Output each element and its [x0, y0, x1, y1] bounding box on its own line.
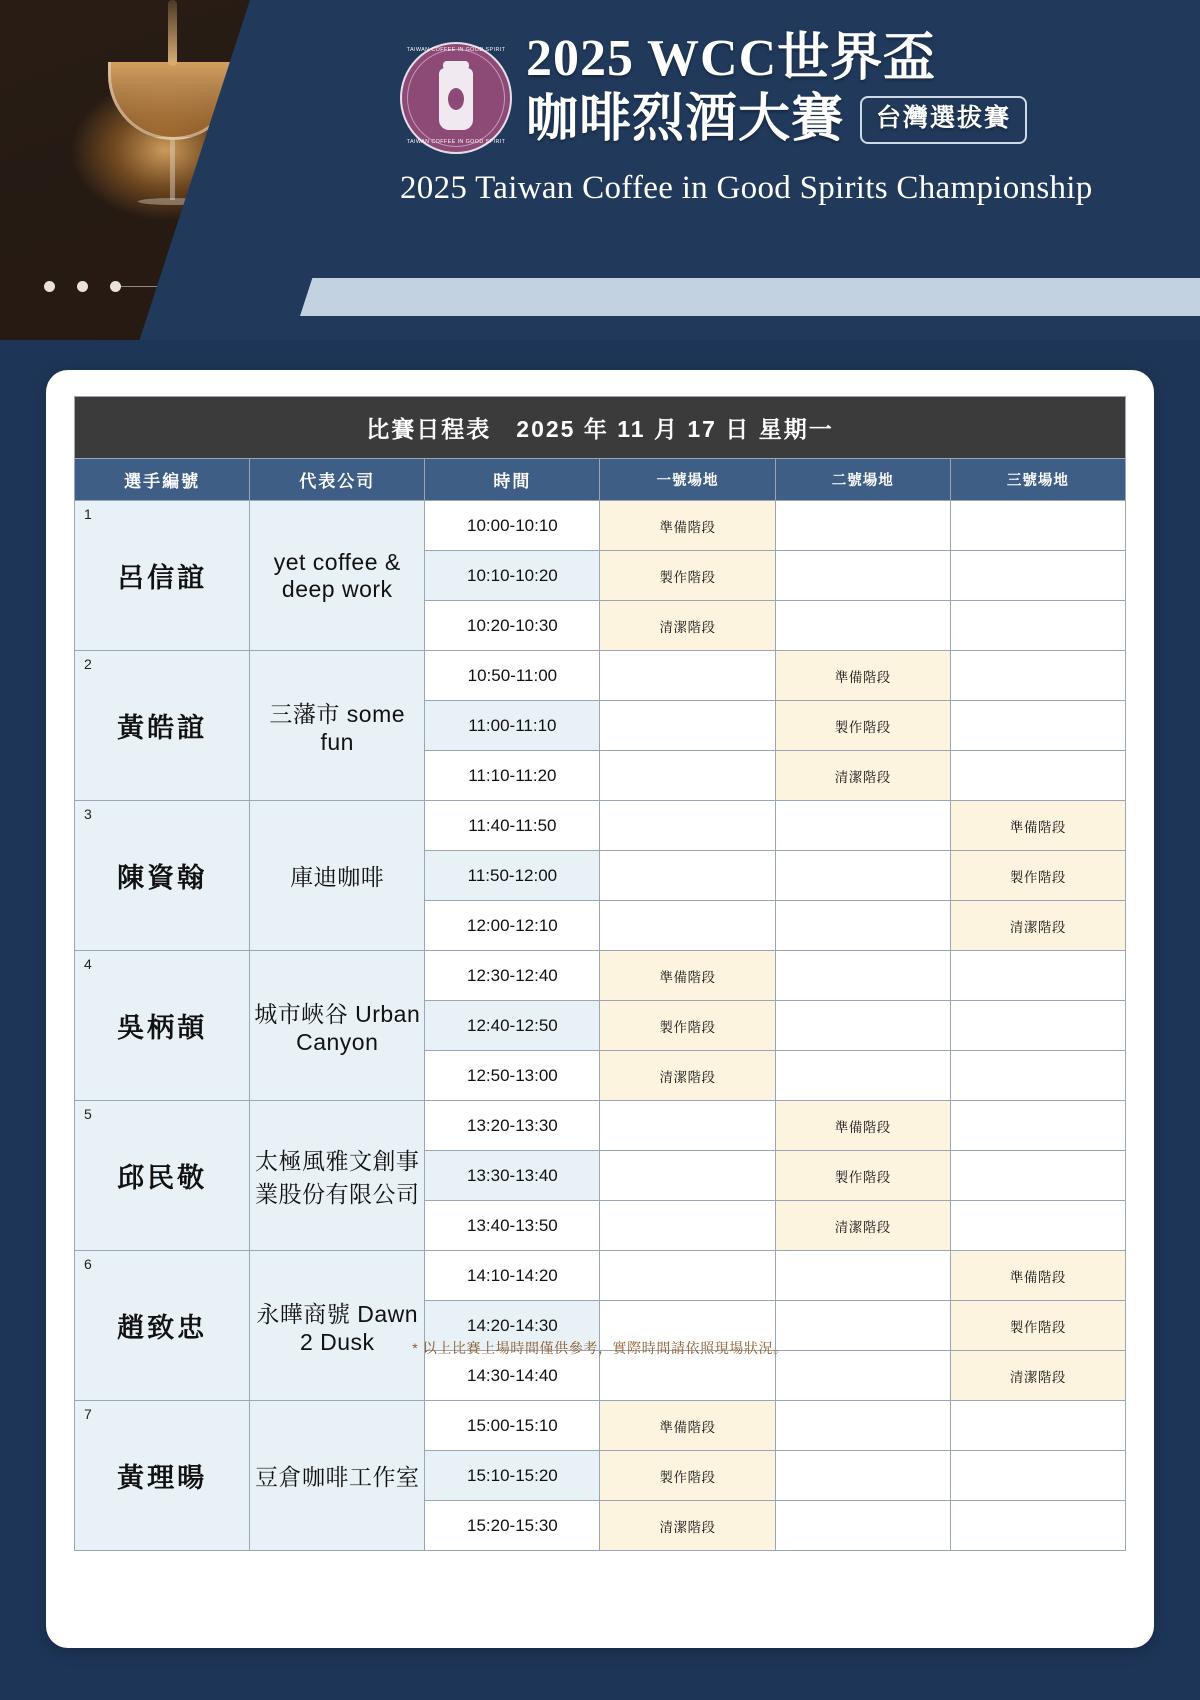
competitor-name: 吳柄頡 — [117, 1013, 208, 1043]
stage-cell-active: 製作階段 — [775, 701, 950, 751]
time-cell: 10:20-10:30 — [425, 601, 600, 651]
col-header-venue2: 二號場地 — [775, 459, 950, 501]
stage-cell-empty — [950, 651, 1125, 701]
stage-cell-active: 清潔階段 — [600, 601, 775, 651]
company-cell: 三藩市 some fun — [250, 651, 425, 801]
stage-cell-empty — [950, 1451, 1125, 1501]
stage-cell-empty — [775, 1001, 950, 1051]
schedule-table — [74, 396, 1126, 1551]
glass-stem — [170, 140, 175, 200]
stage-cell-active: 準備階段 — [950, 801, 1125, 851]
stage-cell-empty — [950, 551, 1125, 601]
table-row — [75, 951, 1126, 1001]
stage-cell-empty — [600, 1351, 775, 1401]
stage-cell-empty — [950, 1151, 1125, 1201]
stage-cell-empty — [775, 851, 950, 901]
logo-ring-label — [402, 44, 510, 152]
company-cell: 永曄商號 Dawn 2 Dusk — [250, 1251, 425, 1401]
stage-cell-active: 製作階段 — [950, 851, 1125, 901]
stage-cell-empty — [950, 1001, 1125, 1051]
poster-header — [0, 0, 1200, 340]
stage-cell-empty — [775, 501, 950, 551]
logo-ring-top-text: TAIWAN COFFEE IN GOOD SPIRIT — [406, 47, 506, 53]
stage-cell-empty — [600, 1101, 775, 1151]
stage-cell-empty — [950, 1101, 1125, 1151]
decor-dot — [77, 281, 88, 292]
competitor-cell — [75, 1251, 250, 1401]
competitor-number: 6 — [84, 1256, 92, 1272]
stage-cell-empty — [600, 1201, 775, 1251]
table-row — [75, 1251, 1126, 1301]
stage-cell-active: 準備階段 — [600, 1401, 775, 1451]
stage-cell-active: 製作階段 — [775, 1151, 950, 1201]
stage-cell-empty — [775, 1501, 950, 1551]
stage-cell-empty — [950, 1401, 1125, 1451]
competitor-name: 黃皓誼 — [117, 713, 208, 743]
competitor-cell — [75, 1101, 250, 1251]
competitor-cell — [75, 651, 250, 801]
col-header-company: 代表公司 — [250, 459, 425, 501]
competitor-number: 4 — [84, 956, 92, 972]
competitor-cell — [75, 951, 250, 1101]
title-block — [400, 28, 1190, 207]
stage-cell-empty — [950, 501, 1125, 551]
stage-cell-active: 準備階段 — [775, 1101, 950, 1151]
header-ribbon — [300, 278, 1200, 316]
company-cell: 庫迪咖啡 — [250, 801, 425, 951]
competitor-name: 邱民敬 — [117, 1163, 208, 1193]
stage-cell-empty — [775, 951, 950, 1001]
time-cell: 12:40-12:50 — [425, 1001, 600, 1051]
stage-cell-empty — [950, 1201, 1125, 1251]
competitor-cell — [75, 1401, 250, 1551]
time-cell: 13:30-13:40 — [425, 1151, 600, 1201]
stage-cell-empty — [950, 1051, 1125, 1101]
decor-dots — [44, 281, 121, 292]
championship-logo-icon — [400, 42, 512, 154]
stage-cell-empty — [600, 801, 775, 851]
col-header-index: 選手編號 — [75, 459, 250, 501]
col-header-venue3: 三號場地 — [950, 459, 1125, 501]
stage-cell-empty — [950, 701, 1125, 751]
time-cell: 15:10-15:20 — [425, 1451, 600, 1501]
decor-dot — [44, 281, 55, 292]
stage-cell-empty — [775, 551, 950, 601]
stage-cell-empty — [775, 1401, 950, 1451]
time-cell: 11:00-11:10 — [425, 701, 600, 751]
time-cell: 15:00-15:10 — [425, 1401, 600, 1451]
time-cell: 14:10-14:20 — [425, 1251, 600, 1301]
table-row — [75, 651, 1126, 701]
time-cell: 11:10-11:20 — [425, 751, 600, 801]
stage-cell-empty — [775, 1351, 950, 1401]
competitor-number: 5 — [84, 1106, 92, 1122]
time-cell: 10:50-11:00 — [425, 651, 600, 701]
competitor-number: 1 — [84, 506, 92, 522]
stage-cell-empty — [600, 1251, 775, 1301]
schedule-body — [75, 501, 1126, 1551]
schedule-banner: 比賽日程表 2025 年 11 月 17 日 星期一 — [75, 397, 1126, 459]
stage-cell-empty — [600, 751, 775, 801]
stage-cell-empty — [600, 851, 775, 901]
time-cell: 11:50-12:00 — [425, 851, 600, 901]
qualifier-badge: 台灣選拔賽 — [860, 96, 1027, 144]
time-cell: 10:10-10:20 — [425, 551, 600, 601]
competitor-name: 呂信誼 — [117, 563, 208, 593]
title-cn-line2: 咖啡烈酒大賽 — [526, 91, 845, 149]
time-cell: 14:30-14:40 — [425, 1351, 600, 1401]
time-cell: 12:30-12:40 — [425, 951, 600, 1001]
stage-cell-empty — [775, 901, 950, 951]
stage-cell-active: 製作階段 — [600, 551, 775, 601]
competitor-number: 7 — [84, 1406, 92, 1422]
table-row — [75, 1101, 1126, 1151]
stage-cell-active: 清潔階段 — [775, 1201, 950, 1251]
time-cell: 12:50-13:00 — [425, 1051, 600, 1101]
stage-cell-active: 準備階段 — [775, 651, 950, 701]
stage-cell-active: 準備階段 — [950, 1251, 1125, 1301]
col-header-venue1: 一號場地 — [600, 459, 775, 501]
stage-cell-empty — [950, 1501, 1125, 1551]
schedule-footnote: * 以上比賽上場時間僅供參考，實際時間請依照現場狀況。 — [412, 1340, 788, 1356]
stage-cell-empty — [775, 1251, 950, 1301]
time-cell: 13:20-13:30 — [425, 1101, 600, 1151]
stage-cell-active: 清潔階段 — [600, 1501, 775, 1551]
stage-cell-empty — [600, 701, 775, 751]
competitor-name: 陳資翰 — [117, 863, 208, 893]
stage-cell-active: 製作階段 — [600, 1451, 775, 1501]
company-cell: 豆倉咖啡工作室 — [250, 1401, 425, 1551]
stage-cell-active: 清潔階段 — [950, 901, 1125, 951]
company-cell: 太極風雅文創事業股份有限公司 — [250, 1101, 425, 1251]
col-header-time: 時間 — [425, 459, 600, 501]
time-cell: 13:40-13:50 — [425, 1201, 600, 1251]
stage-cell-empty — [600, 1151, 775, 1201]
stage-cell-active: 清潔階段 — [600, 1051, 775, 1101]
stage-cell-active: 準備階段 — [600, 951, 775, 1001]
table-row — [75, 801, 1126, 851]
stage-cell-active: 清潔階段 — [950, 1351, 1125, 1401]
stage-cell-empty — [950, 751, 1125, 801]
stage-cell-empty — [950, 951, 1125, 1001]
logo-ring-bottom-text: TAIWAN COFFEE IN GOOD SPIRIT — [406, 139, 506, 145]
time-cell: 10:00-10:10 — [425, 501, 600, 551]
table-row — [75, 501, 1126, 551]
stage-cell-active: 製作階段 — [950, 1301, 1125, 1351]
stage-cell-active: 製作階段 — [600, 1001, 775, 1051]
company-cell: 城市峽谷 Urban Canyon — [250, 951, 425, 1101]
competitor-name: 黃理暘 — [117, 1463, 208, 1493]
competitor-number: 3 — [84, 806, 92, 822]
competitor-cell — [75, 501, 250, 651]
competitor-number: 2 — [84, 656, 92, 672]
competitor-cell — [75, 801, 250, 951]
stage-cell-active: 清潔階段 — [775, 751, 950, 801]
stage-cell-empty — [775, 601, 950, 651]
time-cell: 11:40-11:50 — [425, 801, 600, 851]
table-row — [75, 1401, 1126, 1451]
title-en: 2025 Taiwan Coffee in Good Spirits Championship — [400, 170, 1093, 206]
stage-cell-empty — [600, 651, 775, 701]
stage-cell-empty — [600, 901, 775, 951]
schedule-card — [46, 370, 1154, 1648]
competitor-name: 趙致忠 — [117, 1313, 208, 1343]
company-cell: yet coffee & deep work — [250, 501, 425, 651]
title-cn-line1: 2025 WCC世界盃 — [526, 30, 937, 87]
stage-cell-empty — [775, 801, 950, 851]
stage-cell-empty — [775, 1451, 950, 1501]
stage-cell-empty — [950, 601, 1125, 651]
stage-cell-empty — [775, 1051, 950, 1101]
coffee-pour — [168, 0, 177, 66]
time-cell: 12:00-12:10 — [425, 901, 600, 951]
time-cell: 15:20-15:30 — [425, 1501, 600, 1551]
time-cell: 14:20-14:30 — [425, 1301, 600, 1351]
stage-cell-active: 準備階段 — [600, 501, 775, 551]
